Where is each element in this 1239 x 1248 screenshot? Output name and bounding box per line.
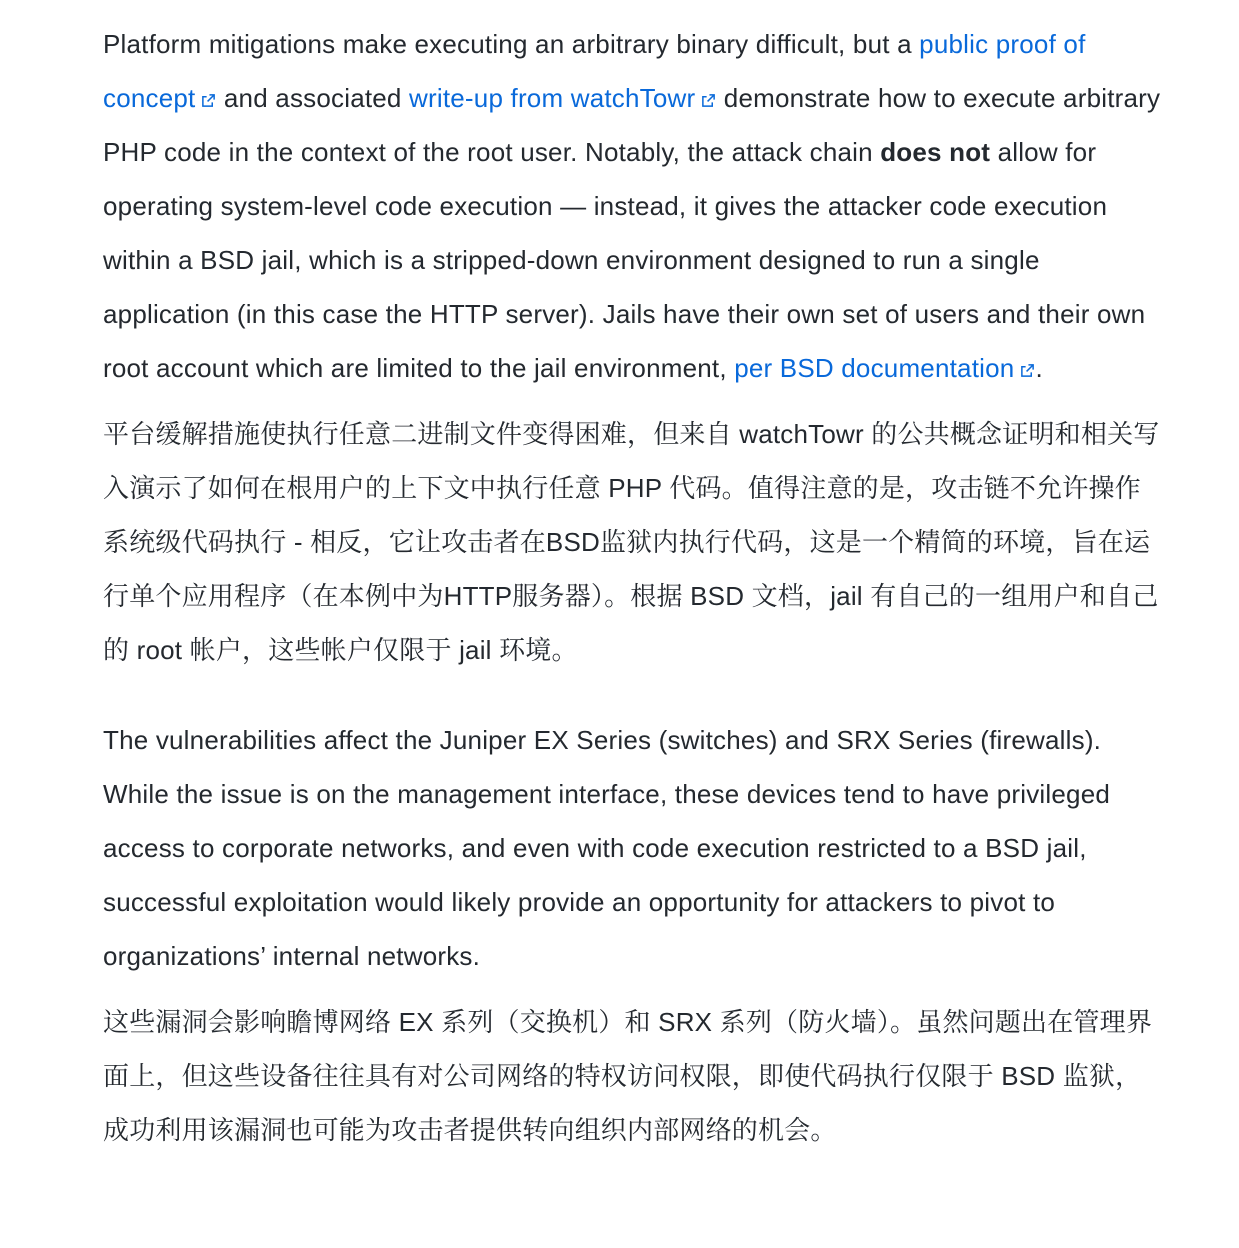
paragraph-zh-2: 这些漏洞会影响瞻博网络 EX 系列（交换机）和 SRX 系列（防火墙）。虽然问题出在管理界面上，但这些设备往往具有对公司网络的特权访问权限，即使代码执行仅限于 BSD 监狱，成功利用该漏洞也可能为攻击者提供转向组织内部网络的机会。 (103, 1007, 1153, 1145)
text-segment: demonstrate how to execute arbitrary PHP code in the context of the root user. Notably, the attack chain (103, 83, 1161, 167)
text-segment: and associated (216, 83, 410, 113)
link-text: per BSD documentation (734, 353, 1015, 383)
bold-text: does not (880, 137, 991, 167)
text-segment: Platform mitigations make executing an arbitrary binary difficult, but a (103, 29, 920, 59)
external-link-icon (701, 93, 716, 108)
text-segment: allow for operating system-level code execution — instead, it gives the attacker code execution within a BSD jail, which is a stripped-down environment designed to run a single application (in this case the HTTP server). Jails have their own set of users and their own root account which are limited to the jail environment, (103, 137, 1146, 383)
bsd-documentation-link[interactable] (734, 353, 1035, 383)
paragraph-en-2: The vulnerabilities affect the Juniper EX Series (switches) and SRX Series (firewalls). While the issue is on the management interface, these devices tend to have privileged access to corporate networks, and even with code execution restricted to a BSD jail, successful exploitation would likely provide an opportunity for attackers to pivot to organizations’ internal networks. (103, 725, 1111, 971)
article-body (103, 17, 1163, 1157)
link-text: public proof of concept (103, 29, 1086, 113)
external-link-icon (1020, 363, 1035, 378)
paragraph-zh-1: 平台缓解措施使执行任意二进制文件变得困难，但来自 watchTowr 的公共概念证明和相关写入演示了如何在根用户的上下文中执行任意 PHP 代码。值得注意的是，攻击链不允许操作系统级代码执行 - 相反，它让攻击者在BSD监狱内执行代码，这是一个精简的环境，旨在运行单个应用程序（在本例中为HTTP服务器）。根据 BSD 文档，jail 有自己的一组用户和自己的 root 帐户，这些帐户仅限于 jail 环境。 (103, 419, 1160, 665)
external-link-icon (201, 93, 216, 108)
paragraph-en-1 (103, 17, 1163, 395)
link-text: write-up from watchTowr (409, 83, 696, 113)
watchtowr-writeup-link[interactable] (409, 83, 716, 113)
text-segment: . (1035, 353, 1043, 383)
